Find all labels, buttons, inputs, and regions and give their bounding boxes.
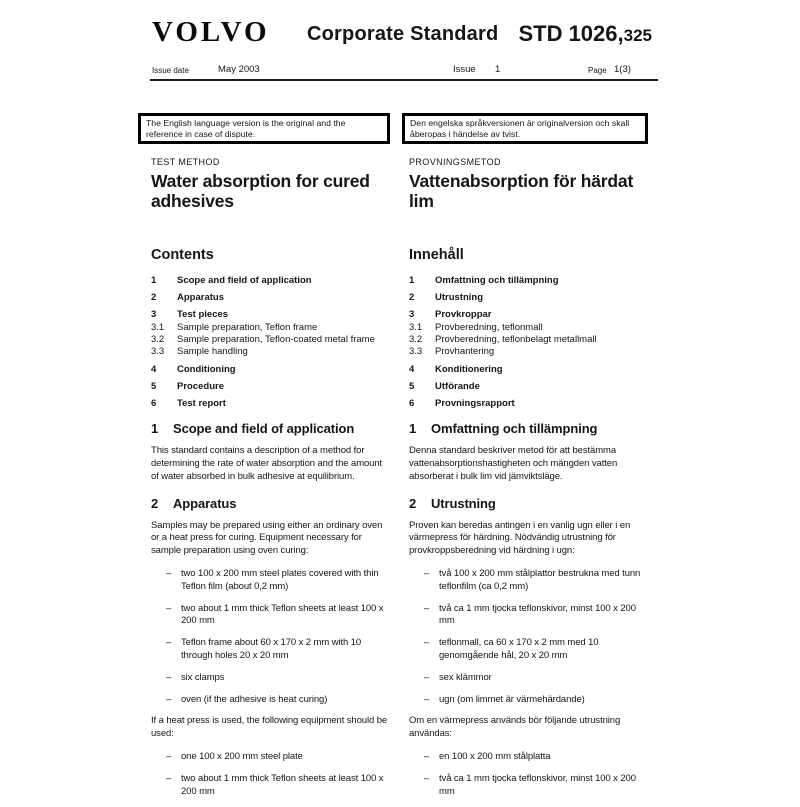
- toc-num: 3.1: [409, 322, 423, 334]
- toc-item: [409, 346, 649, 357]
- section-heading: [409, 421, 649, 436]
- toc-num: 3.3: [151, 346, 165, 358]
- dash-marker: –: [424, 602, 430, 614]
- toc-num: 3.3: [409, 346, 423, 358]
- toc-item: [151, 346, 390, 357]
- section-number: 1: [151, 421, 159, 437]
- toc-label: Apparatus: [177, 292, 224, 304]
- contents-heading-swedish: Innehåll: [409, 247, 464, 264]
- issue-date-value: May 2003: [218, 64, 260, 75]
- toc-num: 6: [151, 398, 157, 410]
- toc-item: [409, 322, 649, 333]
- toc-num: 1: [151, 275, 157, 287]
- toc-label: Provberedning, teflonbelagt metallmall: [435, 334, 597, 346]
- dash-marker: –: [166, 637, 172, 649]
- dash-marker: –: [424, 671, 430, 683]
- list-item: [151, 672, 390, 685]
- section-title: Apparatus: [173, 495, 237, 511]
- section-paragraph: Om en värmepress används bör följande utrustning användas:: [409, 715, 621, 740]
- toc-num: 5: [409, 381, 415, 393]
- issue-value: 1: [495, 64, 501, 75]
- section-heading: [409, 496, 649, 511]
- list-item-text: ugn (om limmet är värmehärdande): [439, 693, 585, 705]
- toc-label: Sample preparation, Teflon-coated metal frame: [177, 334, 375, 346]
- notice-box-swedish: Den engelska språkversionen är originalversion och skall åberopas i händelse av tvist.: [402, 113, 648, 144]
- section-number: 2: [151, 495, 159, 511]
- dash-marker: –: [166, 772, 172, 784]
- toc-num: 5: [151, 381, 157, 393]
- toc-item: [151, 398, 390, 409]
- toc-label: Provkroppar: [435, 309, 492, 321]
- list-item-text: en 100 x 200 mm stålplatta: [439, 750, 551, 762]
- list-item-text: två 100 x 200 mm stålplattor bestrukna med tunn teflonfilm (ca 0,2 mm): [439, 567, 641, 592]
- content-columns: [138, 157, 658, 807]
- toc-label: Scope and field of application: [177, 275, 312, 287]
- list-item-text: two 100 x 200 mm steel plates covered with thin Teflon film (about 0,2 mm): [181, 567, 379, 592]
- section-paragraph: Denna standard beskriver metod för att bestämma vattenabsorptionshastigheten och mängden vatten absorberat i bulk lim vid jämviktsläge.: [409, 445, 618, 482]
- list-item-text: Teflon frame about 60 x 170 x 2 mm with 10 through holes 20 x 20 mm: [181, 637, 362, 661]
- toc-num: 4: [151, 364, 157, 376]
- dash-marker: –: [166, 750, 172, 762]
- section-paragraph: This standard contains a description of a method for determining the rate of water absorption and the amount of water absorbed in bulk adhesive at equilibrium.: [151, 445, 383, 482]
- list-item: [409, 637, 649, 663]
- dash-marker: –: [166, 602, 172, 614]
- toc-num: 3.1: [151, 322, 165, 334]
- list-item-text: two about 1 mm thick Teflon sheets at least 100 x 200 mm: [181, 602, 384, 627]
- standard-number: [518, 21, 652, 47]
- document-page: [138, 0, 658, 807]
- section-paragraph: If a heat press is used, the following equipment should be used:: [151, 715, 388, 740]
- section-title: Omfattning och tillämpning: [431, 421, 598, 437]
- page-value: 1(3): [614, 64, 631, 75]
- dash-marker: –: [424, 772, 430, 784]
- title-swedish: Vattenabsorption för härdat lim: [409, 171, 634, 212]
- toc-item: [409, 275, 649, 286]
- toc-num: 3.2: [409, 334, 423, 346]
- list-item: [409, 603, 649, 629]
- toc-item: [409, 334, 649, 345]
- dash-marker: –: [424, 637, 430, 649]
- dash-marker: –: [166, 567, 172, 579]
- section-number: 2: [409, 495, 417, 511]
- section-title: Utrustning: [431, 495, 496, 511]
- toc-label: Utförande: [435, 381, 480, 393]
- contents-heading-english: Contents: [151, 247, 214, 264]
- kicker-swedish: PROVNINGSMETOD: [409, 157, 501, 168]
- toc-item: [151, 275, 390, 286]
- toc-label: Provberedning, teflonmall: [435, 322, 543, 334]
- section-paragraph: Samples may be prepared using either an ordinary oven or a heat press for curing. Equipment necessary for sample preparation using oven curing:: [151, 519, 383, 557]
- toc-label: Test report: [177, 398, 226, 410]
- toc-num: 2: [151, 292, 157, 304]
- toc-item: [151, 292, 390, 303]
- toc-num: 3: [409, 309, 415, 321]
- toc-num: 2: [409, 292, 415, 304]
- list-item: [151, 568, 390, 594]
- section-title: Scope and field of application: [173, 421, 355, 437]
- toc-label: Utrustning: [435, 292, 484, 304]
- header-divider: [150, 79, 658, 81]
- list-item-text: teflonmall, ca 60 x 170 x 2 mm med 10 genomgående hål, 20 x 20 mm: [439, 637, 599, 661]
- dash-marker: –: [166, 671, 172, 683]
- section-number: 1: [409, 421, 417, 437]
- dash-marker: –: [424, 750, 430, 762]
- toc-item: [409, 398, 649, 409]
- toc-label: Procedure: [177, 381, 224, 393]
- list-item-text: six clamps: [181, 671, 225, 683]
- list-item-text: två ca 1 mm tjocka teflonskivor, minst 100 x 200 mm: [439, 772, 636, 797]
- document-header: [138, 0, 658, 81]
- document-type-title: Corporate Standard: [307, 23, 499, 45]
- toc-item: [151, 322, 390, 333]
- toc-item: [151, 381, 390, 392]
- notice-box-english: The English language version is the original and the reference in case of dispute.: [138, 113, 390, 144]
- list-item-text: oven (if the adhesive is heat curing): [181, 693, 328, 705]
- standard-number-suffix: 325: [623, 26, 652, 45]
- list-item: [151, 773, 390, 799]
- section-paragraph: Proven kan beredas antingen i en vanlig ugn eller i en värmepress för härdning. Nödvändig utrustning för provkroppsberedning vid härdning i ugn:: [409, 519, 631, 557]
- toc-item: [409, 292, 649, 303]
- toc-label: Omfattning och tillämpning: [435, 275, 559, 287]
- section-heading: [151, 421, 390, 436]
- list-item: [409, 568, 649, 594]
- kicker-english: TEST METHOD: [151, 157, 220, 168]
- dash-marker: –: [424, 567, 430, 579]
- column-swedish: [402, 157, 649, 807]
- dash-marker: –: [166, 693, 172, 705]
- list-item-text: one 100 x 200 mm steel plate: [181, 750, 303, 762]
- toc-item: [409, 309, 649, 320]
- list-item: [151, 603, 390, 629]
- toc-label: Konditionering: [435, 364, 503, 376]
- toc-item: [409, 381, 649, 392]
- list-item: [409, 751, 649, 764]
- toc-num: 4: [409, 364, 415, 376]
- list-item: [409, 672, 649, 685]
- standard-number-main: STD 1026,: [518, 21, 624, 46]
- column-english: [138, 157, 390, 807]
- list-item: [409, 773, 649, 799]
- toc-item: [151, 364, 390, 375]
- toc-label: Provhantering: [435, 346, 495, 358]
- toc-item: [151, 309, 390, 320]
- section-heading: [151, 496, 390, 511]
- title-english: Water absorption for cured adhesives: [151, 171, 370, 212]
- list-item-text: sex klämmor: [439, 671, 492, 683]
- issue-date-label: Issue date: [152, 66, 189, 75]
- toc-label: Sample handling: [177, 346, 248, 358]
- toc-num: 3: [151, 309, 157, 321]
- page-label: Page: [588, 66, 607, 75]
- list-item: [151, 694, 390, 707]
- toc-item: [151, 334, 390, 345]
- list-item-text: två ca 1 mm tjocka teflonskivor, minst 100 x 200 mm: [439, 602, 636, 627]
- toc-label: Provningsrapport: [435, 398, 515, 410]
- toc-num: 1: [409, 275, 415, 287]
- toc-label: Sample preparation, Teflon frame: [177, 322, 318, 334]
- language-notice-row: [138, 113, 658, 144]
- toc-label: Test pieces: [177, 309, 229, 321]
- dash-marker: –: [424, 693, 430, 705]
- toc-num: 3.2: [151, 334, 165, 346]
- list-item: [151, 637, 390, 663]
- list-item: [151, 751, 390, 764]
- toc-item: [409, 364, 649, 375]
- list-item-text: two about 1 mm thick Teflon sheets at least 100 x 200 mm: [181, 772, 384, 797]
- toc-label: Conditioning: [177, 364, 236, 376]
- toc-num: 6: [409, 398, 415, 410]
- list-item: [409, 694, 649, 707]
- issue-label: Issue: [453, 64, 476, 75]
- volvo-logo: VOLVO: [152, 16, 270, 48]
